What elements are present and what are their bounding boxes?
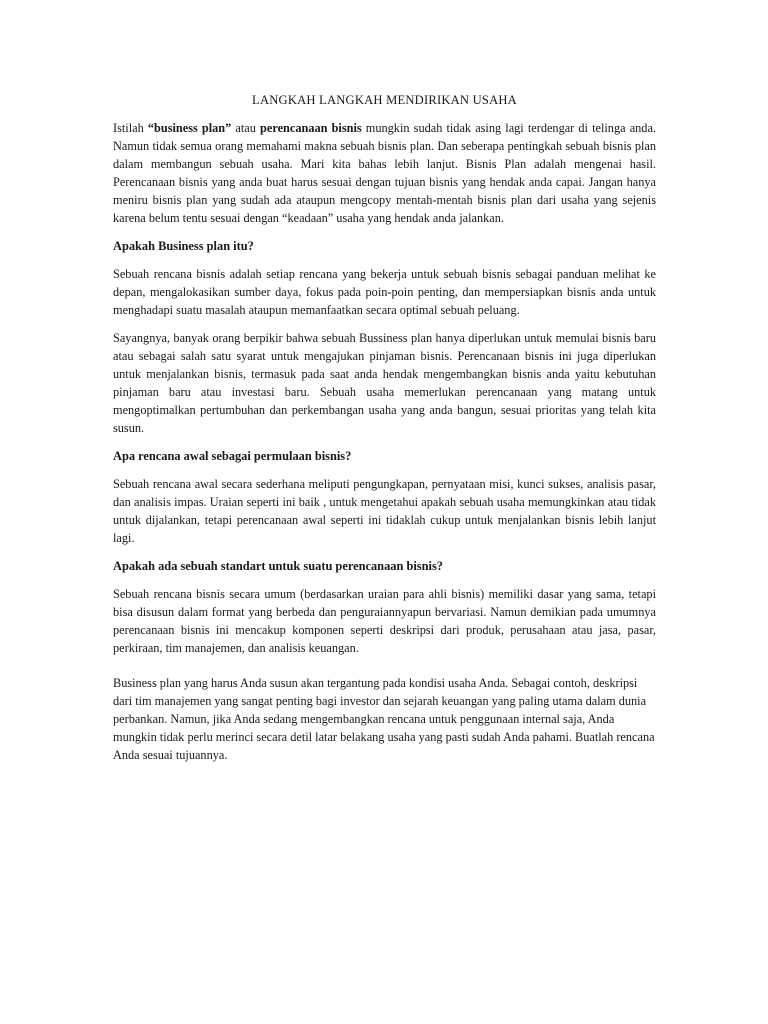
intro-term-perencanaan-bisnis: perencanaan bisnis [260, 121, 362, 135]
section1-paragraph-2: Sayangnya, banyak orang berpikir bahwa sebuah Bussiness plan hanya diperlukan untuk memulai bisnis baru atau sebagai salah satu syarat untuk mengajukan pinjaman bisnis. Perencanaan bisnis ini juga diperlukan untuk menjalankan bisnis, termasuk pada saat anda hendak mengembangkan bisnis anda yaitu kebutuhan pinjaman baru atau investasi baru. Sebuah usaha memerlukan perencanaan yang matang untuk mengoptimalkan pertumbuhan dan perkembangan usaha yang anda bangun, sesuai prioritas yang telah kita susun. [113, 331, 656, 435]
document-page [113, 91, 656, 764]
intro-prefix: Istilah [113, 121, 148, 135]
section1-paragraph-1: Sebuah rencana bisnis adalah setiap rencana yang bekerja untuk sebuah bisnis sebagai panduan melihat ke depan, mengalokasikan sumber daya, fokus pada poin-poin penting, dan mempersiapkan bisnis anda untuk menghadapi suatu masalah ataupun memanfaatkan secara optimal sebuah peluang. [113, 267, 656, 317]
section3-heading: Apakah ada sebuah standart untuk suatu perencanaan bisnis? [113, 559, 443, 573]
intro-term-business-plan: “business plan” [147, 121, 232, 135]
section1-heading: Apakah Business plan itu? [113, 239, 254, 253]
section2-heading: Apa rencana awal sebagai permulaan bisnis? [113, 449, 352, 463]
intro-mid: atau [231, 121, 261, 135]
intro-paragraph [113, 119, 656, 227]
section3-paragraph-2: Business plan yang harus Anda susun akan tergantung pada kondisi usaha Anda. Sebagai contoh, deskripsi dari tim manajemen yang sangat penting bagi investor dan sejarah keuangan yang paling utama dalam dunia perbankan. Namun, jika Anda sedang mengembangkan rencana untuk penggunaan internal saja, Anda mungkin tidak perlu merinci secara detil latar belakang usaha yang pasti sudah Anda pahami. Buatlah rencana Anda sesuai tujuannya. [113, 676, 655, 762]
section2-paragraph-1: Sebuah rencana awal secara sederhana meliputi pengungkapan, pernyataan misi, kunci sukses, analisis pasar, dan analisis impas. Uraian seperti ini baik , untuk mengetahui apakah sebuah usaha memungkinkan atau tidak untuk dijalankan, tetapi perencanaan awal seperti ini tidaklah cukup untuk menjalankan bisnis lebih lanjut lagi. [113, 477, 656, 545]
section3-paragraph-1: Sebuah rencana bisnis secara umum (berdasarkan uraian para ahli bisnis) memiliki dasar yang sama, tetapi bisa disusun dalam format yang berbeda dan penguraiannyapun bervariasi. Namun demikian pada umumnya perencanaan bisnis ini mencakup komponen seperti deskripsi dari produk, perusahaan atau jasa, pasar, perkiraan, tim manajemen, dan analisis keuangan. [113, 587, 656, 655]
document-title: LANGKAH LANGKAH MENDIRIKAN USAHA [252, 93, 517, 107]
intro-rest: mungkin sudah tidak asing lagi terdengar di telinga anda. Namun tidak semua orang memahami makna sebuah bisnis plan. Dan seberapa pentingkah sebuah bisnis plan dalam membangun sebuah usaha. Mari kita bahas lebih lanjut. Bisnis Plan adalah mengenai hasil. Perencanaan bisnis yang anda buat harus sesuai dengan tujuan bisnis yang hendak anda capai. Jangan hanya meniru bisnis plan yang sudah ada ataupun mengcopy mentah-mentah bisnis plan dari usaha yang sejenis karena belum tentu sesuai dengan “keadaan” usaha yang hendak anda jalankan. [113, 121, 656, 225]
